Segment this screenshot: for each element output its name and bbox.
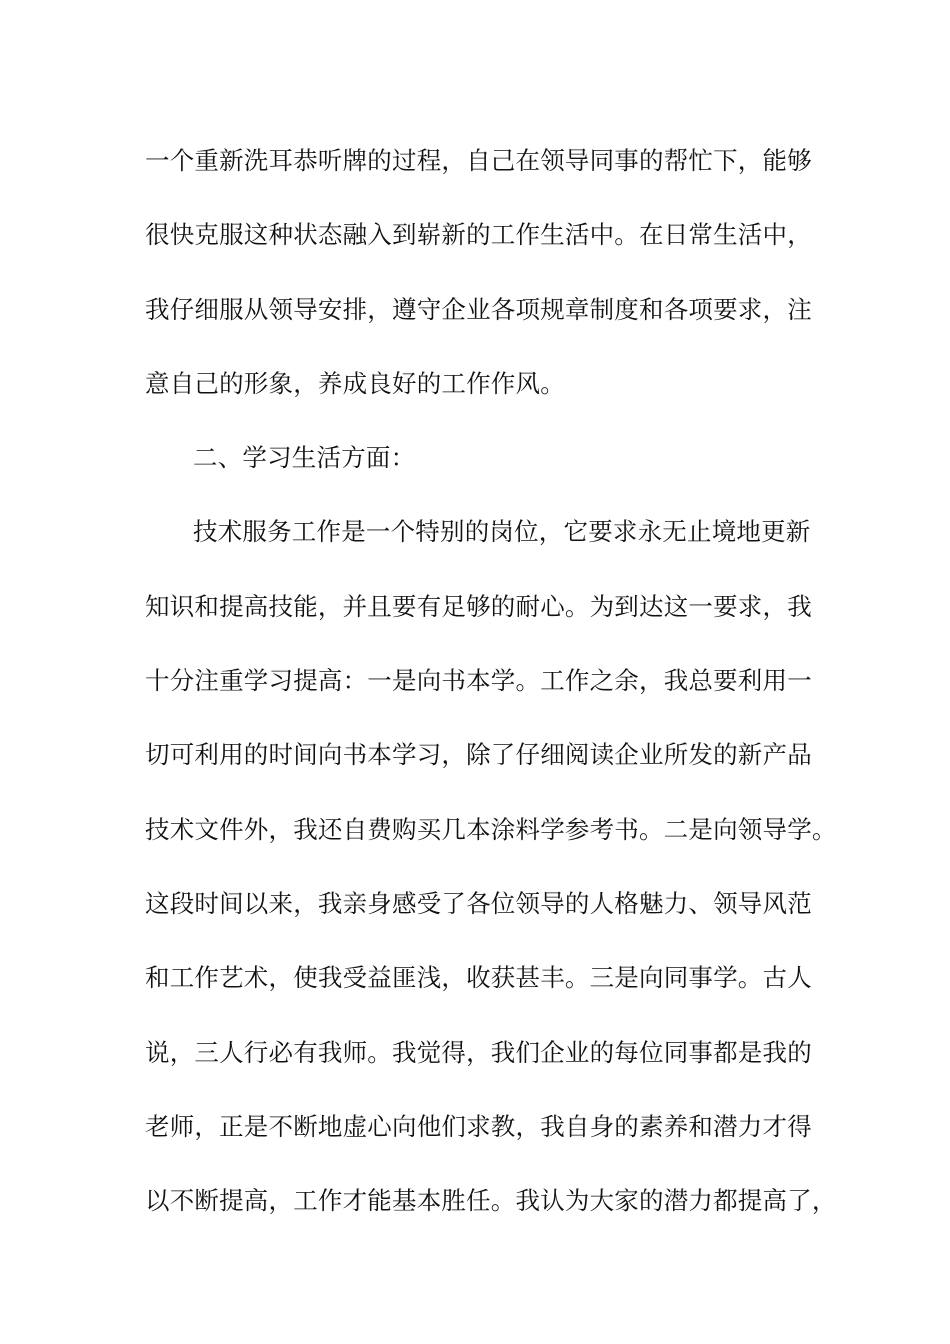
document-body <box>145 124 835 1238</box>
text-line: 一个重新洗耳恭听牌的过程，自己在领导同事的帮忙下，能够 <box>145 146 812 175</box>
paragraph-start-line: 技术服务工作是一个特别的岗位，它要求永无止境地更新 <box>193 517 811 547</box>
text-line: 技术文件外，我还自费购买几本涂料学参考书。二是向领导学。 <box>145 814 837 844</box>
text-line: 说，三人行必有我师。我觉得，我们企业的每位同事都是我的 <box>145 1037 812 1067</box>
text-line: 我仔细服从领导安排，遵守企业各项规章制度和各项要求，注 <box>145 294 812 324</box>
section-heading: 二、学习生活方面： <box>193 443 416 473</box>
text-line: 老师，正是不断地虚心向他们求教，我自身的素养和潜力才得 <box>145 1111 812 1141</box>
text-line: 这段时间以来，我亲身感受了各位领导的人格魅力、领导风范 <box>145 888 812 918</box>
text-line: 意自己的形象，养成良好的工作作风。 <box>145 368 565 398</box>
text-line: 十分注重学习提高：一是向书本学。工作之余，我总要利用一 <box>145 666 812 696</box>
text-line: 知识和提高技能，并且要有足够的耐心。为到达这一要求，我 <box>145 591 812 621</box>
text-line: 和工作艺术，使我受益匪浅，收获甚丰。三是向同事学。古人 <box>145 963 812 993</box>
text-line: 切可利用的时间向书本学习，除了仔细阅读企业所发的新产品 <box>145 740 812 770</box>
text-line: 很快克服这种状态融入到崭新的工作生活中。在日常生活中， <box>145 220 812 250</box>
text-line: 以不断提高，工作才能基本胜任。我认为大家的潜力都提高了， <box>145 1186 837 1216</box>
